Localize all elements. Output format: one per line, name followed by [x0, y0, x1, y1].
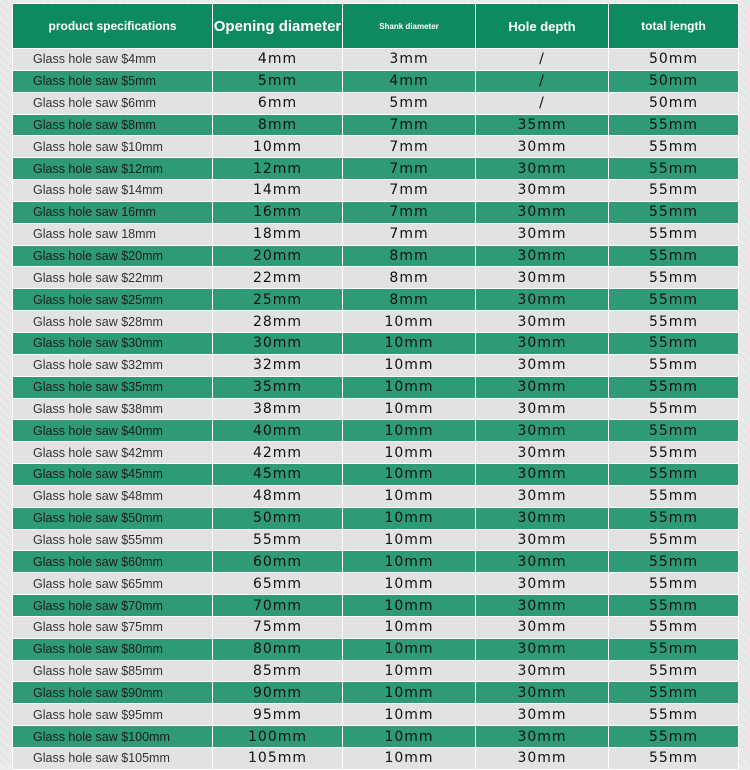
- cell-opening-diameter: 90mm: [213, 682, 343, 704]
- cell-hole-depth: /: [476, 92, 609, 114]
- table-row: [13, 485, 739, 507]
- cell-opening-diameter: 105mm: [213, 748, 343, 770]
- cell-shank-diameter: 10mm: [343, 398, 476, 420]
- cell-shank-diameter: 10mm: [343, 616, 476, 638]
- cell-product-specification: Glass hole saw $85mm: [13, 660, 213, 682]
- cell-shank-diameter: 10mm: [343, 420, 476, 442]
- cell-hole-depth: 35mm: [476, 114, 609, 136]
- cell-product-specification: Glass hole saw $55mm: [13, 529, 213, 551]
- cell-opening-diameter: 40mm: [213, 420, 343, 442]
- cell-hole-depth: 30mm: [476, 704, 609, 726]
- cell-hole-depth: 30mm: [476, 223, 609, 245]
- table-row: [13, 92, 739, 114]
- table-row: [13, 573, 739, 595]
- cell-product-specification: Glass hole saw $14mm: [13, 180, 213, 202]
- cell-shank-diameter: 10mm: [343, 726, 476, 748]
- header-opening-diameter: Opening diameter: [213, 4, 343, 49]
- cell-shank-diameter: 3mm: [343, 49, 476, 71]
- cell-total-length: 50mm: [609, 92, 739, 114]
- cell-product-specification: Glass hole saw $75mm: [13, 616, 213, 638]
- cell-total-length: 55mm: [609, 704, 739, 726]
- cell-product-specification: Glass hole saw $35mm: [13, 376, 213, 398]
- cell-product-specification: Glass hole saw $32mm: [13, 354, 213, 376]
- cell-shank-diameter: 10mm: [343, 748, 476, 770]
- cell-total-length: 55mm: [609, 682, 739, 704]
- cell-total-length: 55mm: [609, 595, 739, 617]
- table-row: [13, 223, 739, 245]
- cell-opening-diameter: 28mm: [213, 311, 343, 333]
- cell-product-specification: Glass hole saw $90mm: [13, 682, 213, 704]
- cell-shank-diameter: 10mm: [343, 573, 476, 595]
- cell-product-specification: Glass hole saw $100mm: [13, 726, 213, 748]
- cell-product-specification: Glass hole saw $38mm: [13, 398, 213, 420]
- cell-shank-diameter: 10mm: [343, 442, 476, 464]
- header-product-specifications: product specifications: [13, 4, 213, 49]
- cell-total-length: 55mm: [609, 726, 739, 748]
- cell-shank-diameter: 7mm: [343, 223, 476, 245]
- cell-shank-diameter: 10mm: [343, 507, 476, 529]
- cell-opening-diameter: 38mm: [213, 398, 343, 420]
- cell-hole-depth: /: [476, 49, 609, 71]
- table-row: [13, 551, 739, 573]
- cell-total-length: 55mm: [609, 529, 739, 551]
- cell-shank-diameter: 10mm: [343, 354, 476, 376]
- table-row: [13, 398, 739, 420]
- cell-hole-depth: 30mm: [476, 638, 609, 660]
- cell-hole-depth: 30mm: [476, 201, 609, 223]
- cell-total-length: 55mm: [609, 354, 739, 376]
- spec-table: [12, 3, 739, 770]
- cell-product-specification: Glass hole saw $12mm: [13, 158, 213, 180]
- cell-opening-diameter: 25mm: [213, 289, 343, 311]
- table-row: [13, 464, 739, 486]
- cell-product-specification: Glass hole saw $48mm: [13, 485, 213, 507]
- cell-total-length: 55mm: [609, 180, 739, 202]
- cell-opening-diameter: 18mm: [213, 223, 343, 245]
- cell-product-specification: Glass hole saw $40mm: [13, 420, 213, 442]
- cell-hole-depth: 30mm: [476, 332, 609, 354]
- cell-total-length: 50mm: [609, 70, 739, 92]
- cell-total-length: 50mm: [609, 49, 739, 71]
- cell-hole-depth: 30mm: [476, 376, 609, 398]
- cell-shank-diameter: 10mm: [343, 660, 476, 682]
- cell-product-specification: Glass hole saw $20mm: [13, 245, 213, 267]
- cell-product-specification: Glass hole saw $45mm: [13, 464, 213, 486]
- table-row: [13, 507, 739, 529]
- cell-product-specification: Glass hole saw $70mm: [13, 595, 213, 617]
- cell-hole-depth: 30mm: [476, 136, 609, 158]
- cell-opening-diameter: 60mm: [213, 551, 343, 573]
- cell-shank-diameter: 8mm: [343, 289, 476, 311]
- cell-hole-depth: 30mm: [476, 616, 609, 638]
- cell-product-specification: Glass hole saw $95mm: [13, 704, 213, 726]
- cell-opening-diameter: 100mm: [213, 726, 343, 748]
- cell-total-length: 55mm: [609, 158, 739, 180]
- cell-product-specification: Glass hole saw $105mm: [13, 748, 213, 770]
- cell-opening-diameter: 48mm: [213, 485, 343, 507]
- cell-total-length: 55mm: [609, 638, 739, 660]
- cell-product-specification: Glass hole saw $4mm: [13, 49, 213, 71]
- cell-total-length: 55mm: [609, 136, 739, 158]
- cell-shank-diameter: 7mm: [343, 136, 476, 158]
- table-row: [13, 704, 739, 726]
- table-row: [13, 332, 739, 354]
- table-row: [13, 595, 739, 617]
- cell-product-specification: Glass hole saw 16mm: [13, 201, 213, 223]
- cell-shank-diameter: 10mm: [343, 376, 476, 398]
- cell-shank-diameter: 7mm: [343, 180, 476, 202]
- table-row: [13, 49, 739, 71]
- cell-hole-depth: 30mm: [476, 464, 609, 486]
- cell-shank-diameter: 10mm: [343, 551, 476, 573]
- cell-opening-diameter: 10mm: [213, 136, 343, 158]
- cell-opening-diameter: 14mm: [213, 180, 343, 202]
- cell-hole-depth: 30mm: [476, 551, 609, 573]
- cell-total-length: 55mm: [609, 660, 739, 682]
- table-row: [13, 158, 739, 180]
- cell-total-length: 55mm: [609, 507, 739, 529]
- cell-total-length: 55mm: [609, 245, 739, 267]
- cell-hole-depth: 30mm: [476, 573, 609, 595]
- cell-hole-depth: 30mm: [476, 595, 609, 617]
- cell-opening-diameter: 80mm: [213, 638, 343, 660]
- cell-shank-diameter: 8mm: [343, 267, 476, 289]
- cell-hole-depth: 30mm: [476, 660, 609, 682]
- table-row: [13, 289, 739, 311]
- header-row: [13, 4, 739, 49]
- table-row: [13, 616, 739, 638]
- cell-total-length: 55mm: [609, 485, 739, 507]
- cell-hole-depth: /: [476, 70, 609, 92]
- table-row: [13, 180, 739, 202]
- cell-opening-diameter: 35mm: [213, 376, 343, 398]
- cell-hole-depth: 30mm: [476, 485, 609, 507]
- table-row: [13, 201, 739, 223]
- cell-total-length: 55mm: [609, 289, 739, 311]
- cell-opening-diameter: 16mm: [213, 201, 343, 223]
- cell-total-length: 55mm: [609, 398, 739, 420]
- cell-product-specification: Glass hole saw $60mm: [13, 551, 213, 573]
- cell-product-specification: Glass hole saw $8mm: [13, 114, 213, 136]
- header-hole-depth: Hole depth: [476, 4, 609, 49]
- cell-total-length: 55mm: [609, 442, 739, 464]
- cell-shank-diameter: 7mm: [343, 114, 476, 136]
- cell-product-specification: Glass hole saw $10mm: [13, 136, 213, 158]
- cell-shank-diameter: 8mm: [343, 245, 476, 267]
- cell-opening-diameter: 65mm: [213, 573, 343, 595]
- cell-total-length: 55mm: [609, 464, 739, 486]
- table-row: [13, 420, 739, 442]
- cell-shank-diameter: 5mm: [343, 92, 476, 114]
- table-row: [13, 354, 739, 376]
- cell-product-specification: Glass hole saw $22mm: [13, 267, 213, 289]
- cell-hole-depth: 30mm: [476, 442, 609, 464]
- table-row: [13, 376, 739, 398]
- cell-total-length: 55mm: [609, 376, 739, 398]
- cell-shank-diameter: 10mm: [343, 529, 476, 551]
- cell-total-length: 55mm: [609, 616, 739, 638]
- cell-total-length: 55mm: [609, 267, 739, 289]
- table-row: [13, 70, 739, 92]
- cell-hole-depth: 30mm: [476, 311, 609, 333]
- table-row: [13, 114, 739, 136]
- cell-opening-diameter: 5mm: [213, 70, 343, 92]
- cell-opening-diameter: 55mm: [213, 529, 343, 551]
- cell-shank-diameter: 10mm: [343, 332, 476, 354]
- cell-product-specification: Glass hole saw $42mm: [13, 442, 213, 464]
- cell-shank-diameter: 10mm: [343, 311, 476, 333]
- cell-product-specification: Glass hole saw $50mm: [13, 507, 213, 529]
- cell-total-length: 55mm: [609, 223, 739, 245]
- cell-opening-diameter: 6mm: [213, 92, 343, 114]
- cell-product-specification: Glass hole saw $30mm: [13, 332, 213, 354]
- cell-total-length: 55mm: [609, 311, 739, 333]
- table-row: [13, 267, 739, 289]
- cell-product-specification: Glass hole saw $65mm: [13, 573, 213, 595]
- cell-opening-diameter: 20mm: [213, 245, 343, 267]
- cell-hole-depth: 30mm: [476, 398, 609, 420]
- header-total-length: total length: [609, 4, 739, 49]
- cell-opening-diameter: 75mm: [213, 616, 343, 638]
- cell-opening-diameter: 95mm: [213, 704, 343, 726]
- cell-hole-depth: 30mm: [476, 180, 609, 202]
- cell-opening-diameter: 12mm: [213, 158, 343, 180]
- cell-hole-depth: 30mm: [476, 507, 609, 529]
- cell-opening-diameter: 8mm: [213, 114, 343, 136]
- table-row: [13, 682, 739, 704]
- cell-opening-diameter: 70mm: [213, 595, 343, 617]
- header-shank-diameter: Shank diameter: [343, 4, 476, 49]
- table-row: [13, 136, 739, 158]
- cell-total-length: 55mm: [609, 551, 739, 573]
- cell-opening-diameter: 32mm: [213, 354, 343, 376]
- cell-total-length: 55mm: [609, 420, 739, 442]
- table-row: [13, 442, 739, 464]
- cell-shank-diameter: 10mm: [343, 682, 476, 704]
- cell-opening-diameter: 30mm: [213, 332, 343, 354]
- cell-shank-diameter: 10mm: [343, 595, 476, 617]
- cell-shank-diameter: 7mm: [343, 158, 476, 180]
- table-row: [13, 638, 739, 660]
- cell-shank-diameter: 10mm: [343, 464, 476, 486]
- cell-opening-diameter: 50mm: [213, 507, 343, 529]
- table-row: [13, 748, 739, 770]
- cell-opening-diameter: 45mm: [213, 464, 343, 486]
- cell-opening-diameter: 42mm: [213, 442, 343, 464]
- cell-total-length: 55mm: [609, 748, 739, 770]
- cell-opening-diameter: 22mm: [213, 267, 343, 289]
- cell-product-specification: Glass hole saw $6mm: [13, 92, 213, 114]
- cell-product-specification: Glass hole saw 18mm: [13, 223, 213, 245]
- cell-shank-diameter: 10mm: [343, 638, 476, 660]
- cell-total-length: 55mm: [609, 201, 739, 223]
- cell-hole-depth: 30mm: [476, 289, 609, 311]
- cell-hole-depth: 30mm: [476, 245, 609, 267]
- cell-total-length: 55mm: [609, 573, 739, 595]
- cell-product-specification: Glass hole saw $25mm: [13, 289, 213, 311]
- cell-hole-depth: 30mm: [476, 420, 609, 442]
- table-row: [13, 529, 739, 551]
- table-row: [13, 660, 739, 682]
- cell-shank-diameter: 4mm: [343, 70, 476, 92]
- cell-opening-diameter: 85mm: [213, 660, 343, 682]
- cell-hole-depth: 30mm: [476, 158, 609, 180]
- cell-hole-depth: 30mm: [476, 748, 609, 770]
- cell-shank-diameter: 10mm: [343, 485, 476, 507]
- cell-product-specification: Glass hole saw $28mm: [13, 311, 213, 333]
- cell-shank-diameter: 7mm: [343, 201, 476, 223]
- table-row: [13, 245, 739, 267]
- table-row: [13, 311, 739, 333]
- cell-hole-depth: 30mm: [476, 682, 609, 704]
- cell-hole-depth: 30mm: [476, 267, 609, 289]
- cell-hole-depth: 30mm: [476, 529, 609, 551]
- cell-hole-depth: 30mm: [476, 726, 609, 748]
- cell-product-specification: Glass hole saw $80mm: [13, 638, 213, 660]
- table-row: [13, 726, 739, 748]
- cell-opening-diameter: 4mm: [213, 49, 343, 71]
- cell-product-specification: Glass hole saw $5mm: [13, 70, 213, 92]
- cell-hole-depth: 30mm: [476, 354, 609, 376]
- cell-total-length: 55mm: [609, 332, 739, 354]
- cell-total-length: 55mm: [609, 114, 739, 136]
- cell-shank-diameter: 10mm: [343, 704, 476, 726]
